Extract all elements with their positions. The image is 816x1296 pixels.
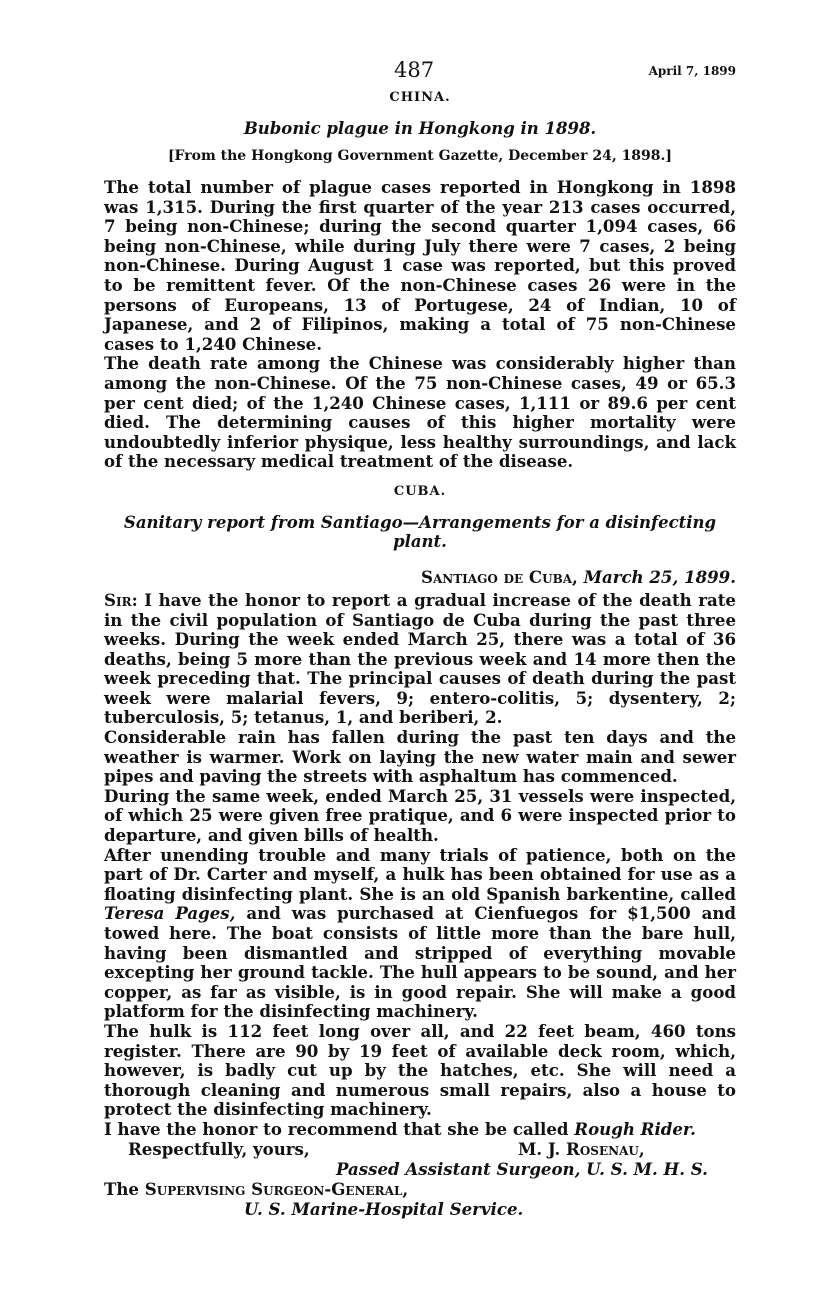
paragraph: The hulk is 112 feet long over all, and 22 feet beam, 460 tons register. There are 90 by 19 feet of available deck room, which, however, is badly cut up by the hatches, etc. She will need a thorough cleaning and numerous small repairs, also a house to protect the disinfecting machinery. xyxy=(104,1020,736,1120)
proposed-name: Rough Rider. xyxy=(574,1118,696,1139)
section-heading-china: CHINA. xyxy=(389,90,451,105)
paragraph xyxy=(104,846,736,1022)
paragraph: Considerable rain has fallen during the past ten days and the weather is warmer. Work on laying the new water main and sewer pipes and paving the streets with asphaltum has commenced. xyxy=(104,727,736,787)
ship-name: Teresa Pages, xyxy=(104,903,236,924)
paragraph: During the same week, ended March 25, 31 vessels were inspected, of which 25 were given free pratique, and 6 were inspected prior to departure, and given bills of health. xyxy=(104,785,736,846)
addressee-org-line xyxy=(104,1200,736,1220)
paragraph xyxy=(104,591,736,728)
paragraph xyxy=(104,1120,736,1140)
salutation: Sir: xyxy=(104,589,138,610)
addressee: Supervising Surgeon-General, xyxy=(144,1178,409,1199)
paragraph-text: I have the honor to report a gradual increase of the death rate in the civil population of Santiago de Cuba during the past three weeks. During the week ended March 25, there was a total of 36 deaths, being 5 more than the previous week and 14 more then the week preceding that. The principal causes of death during the past week were malarial fevers, 9; entero-colitis, 5; dysentery, 2; tuberculosis, 5; tetanus, 1, and beriberi, 2. xyxy=(104,589,736,728)
addressee-line xyxy=(104,1180,736,1200)
closing: Respectfully, yours, xyxy=(128,1138,310,1159)
paragraph: The total number of plague cases reported in Hongkong in 1898 was 1,315. During the first quarter of the year 213 cases occurred, 7 being non-Chinese; during the second quarter 1,094 cases, 66 being non-Chinese, while during July there were 7 cases, 2 being non-Chinese. During August 1 case was reported, but this proved to be remittent fever. Of the non-Chinese cases 26 were in the persons of Europeans, 13 of Portugese, 24 of Indian, 10 of Japanese, and 2 of Filipinos, making a total of 75 non-Chinese cases to 1,240 Chinese. xyxy=(104,177,736,354)
article-title-china: Bubonic plague in Hongkong in 1898. xyxy=(243,119,597,138)
dateline-place: Santiago de Cuba, xyxy=(420,566,578,587)
page-header xyxy=(104,54,736,88)
document-page xyxy=(104,54,736,1220)
article-source: [From the Hongkong Government Gazette, December 24, 1898.] xyxy=(167,148,673,164)
signer-title-line xyxy=(104,1160,736,1180)
dateline-date: March 25, 1899. xyxy=(583,566,736,587)
paragraph-text: and was purchased at Cienfuegos for $1,500 and towed here. The boat consists of little more than the bare hull, having been dismantled and stripped of everything movable excepting her ground tackle. The hull appears to be sound, and her copper, as far as visible, is in good repair. She will make a good platform for the disinfecting machinery. xyxy=(104,903,736,1022)
addressee-prefix: The xyxy=(104,1178,139,1199)
section-heading-cuba: CUBA. xyxy=(393,483,447,499)
signer-name: M. J. Rosenau, xyxy=(518,1138,645,1159)
signer-title: Passed Assistant Surgeon, U. S. M. H. S. xyxy=(336,1158,708,1179)
dateline xyxy=(104,567,736,587)
signature-line xyxy=(104,1140,736,1160)
addressee-org: U. S. Marine-Hospital Service. xyxy=(244,1198,524,1219)
paragraph-text: I have the honor to recommend that she be called xyxy=(104,1118,569,1139)
article-title-cuba: Sanitary report from Santiago—Arrangements for a disinfecting plant. xyxy=(123,512,717,551)
issue-date: April 7, 1899 xyxy=(648,64,736,78)
paragraph: The death rate among the Chinese was considerably higher than among the non-Chinese. Of the 75 non-Chinese cases, 49 or 65.3 per cent died; of the 1,240 Chinese cases, 1,111 or 89.6 per cent died. The determining causes of this higher mortality were undoubtedly inferior physique, less healthy surroundings, and lack of the necessary medical treatment of the disease. xyxy=(104,353,736,472)
paragraph-text: After unending trouble and many trials of patience, both on the part of Dr. Carter and myself, a hulk has been obtained for use as a floating disinfecting plant. She is an old Spanish barkentine, called xyxy=(104,844,736,904)
page-number: 487 xyxy=(394,58,435,82)
